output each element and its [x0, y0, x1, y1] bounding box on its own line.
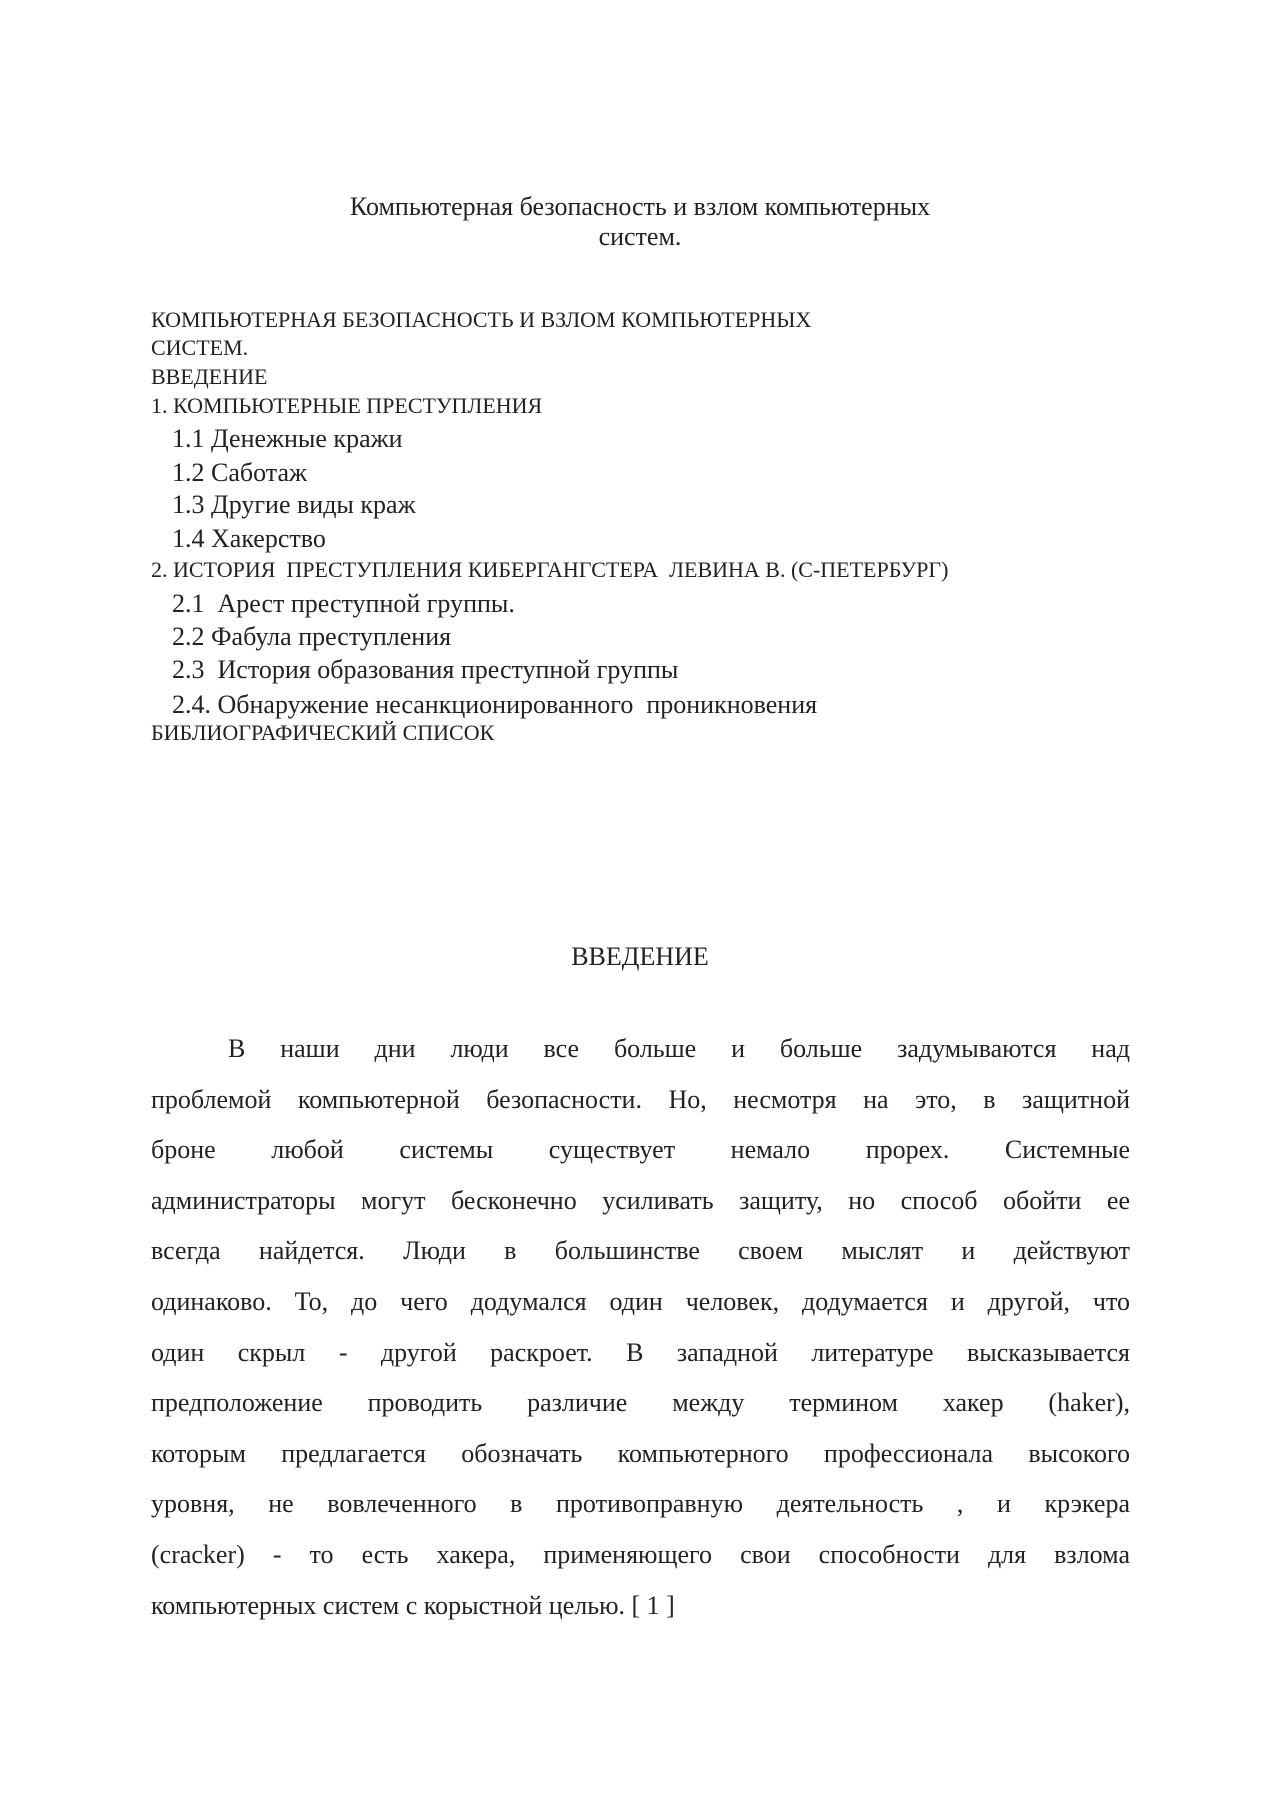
paragraph-line: один скрыл - другой раскроет. В западной литературе высказывается — [151, 1337, 1130, 1367]
document-title-line-2: систем. — [598, 222, 682, 251]
paragraph-line: которым предлагается обозначать компьютерного профессионала высокого — [151, 1438, 1130, 1468]
paragraph-line: В наши дни люди все больше и больше задумываются над — [228, 1034, 1130, 1063]
toc-entry: БИБЛИОГРАФИЧЕСКИЙ СПИСОК — [151, 720, 495, 745]
toc-entry: 2.3 История образования преступной группы — [172, 655, 679, 684]
paragraph-line: броне любой системы существует немало прорех. Системные — [151, 1135, 1130, 1165]
toc-entry: 1.3 Другие виды краж — [172, 490, 416, 519]
toc-entry: 1. КОМПЬЮТЕРНЫЕ ПРЕСТУПЛЕНИЯ — [151, 393, 543, 418]
toc-entry: КОМПЬЮТЕРНАЯ БЕЗОПАСНОСТЬ И ВЗЛОМ КОМПЬЮТЕРНЫХ — [151, 307, 812, 332]
paragraph-line: проблемой компьютерной безопасности. Но, несмотря на это, в защитной — [151, 1084, 1130, 1114]
intro-heading: ВВЕДЕНИЕ — [571, 942, 709, 971]
toc-entry: ВВЕДЕНИЕ — [151, 364, 268, 389]
paragraph-line: (cracker) - то есть хакера, применяющего свои способности для взлома — [151, 1540, 1130, 1569]
toc-entry: 2.4. Обнаружение несанкционированного проникновения — [172, 690, 818, 719]
toc-entry: 2.1 Арест преступной группы. — [172, 589, 515, 618]
paragraph-line: одинаково. То, до чего додумался один человек, додумается и другой, что — [151, 1287, 1130, 1316]
toc-entry: 1.4 Хакерство — [172, 524, 326, 553]
paragraph-line: администраторы могут бесконечно усиливать защиту, но способ обойти ее — [151, 1185, 1130, 1215]
document-title-line-1: Компьютерная безопасность и взлом компьютерных — [349, 192, 931, 221]
paragraph-line: всегда найдется. Люди в большинстве своем мыслят и действуют — [151, 1236, 1130, 1266]
toc-entry: 2. ИСТОРИЯ ПРЕСТУПЛЕНИЯ КИБЕРГАНГСТЕРА ЛЕВИНА В. (С-ПЕТЕРБУРГ) — [151, 557, 949, 582]
toc-entry: 2.2 Фабула преступления — [172, 622, 452, 651]
toc-entry: СИСТЕМ. — [151, 335, 249, 360]
paragraph-line: уровня, не вовлеченного в противоправную деятельность , и крэкера — [151, 1489, 1130, 1519]
paragraph-line: предположение проводить различие между термином хакер (haker), — [151, 1388, 1130, 1418]
toc-entry: 1.1 Денежные кражи — [172, 424, 403, 453]
toc-entry: 1.2 Саботаж — [172, 458, 307, 487]
paragraph-line: компьютерных систем с корыстной целью. [ 1 ] — [151, 1590, 675, 1620]
